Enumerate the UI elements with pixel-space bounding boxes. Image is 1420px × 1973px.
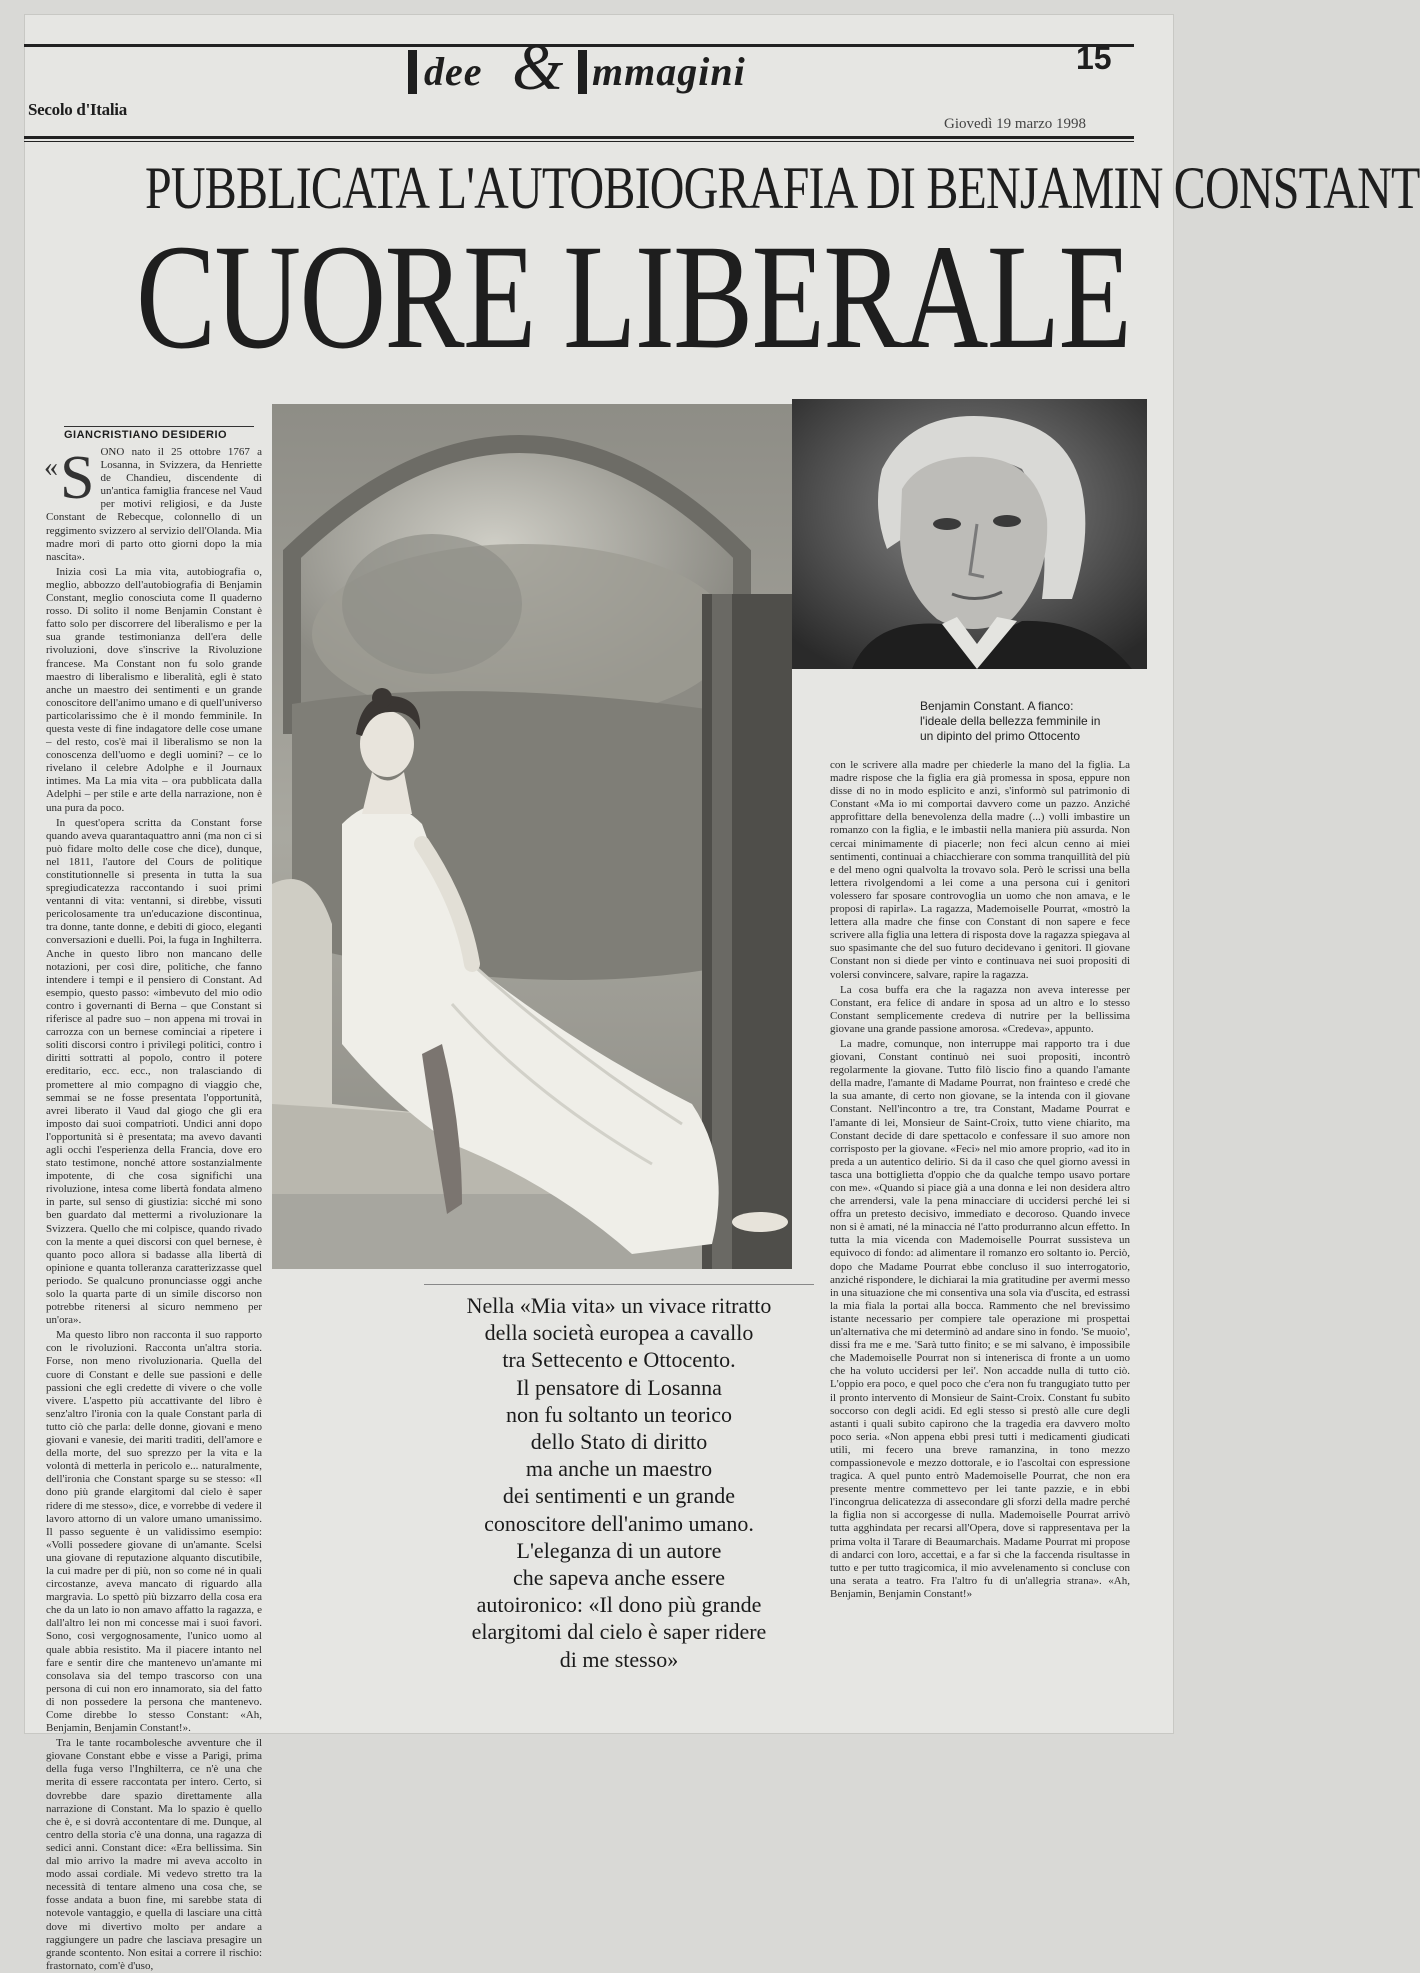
article-column-3 — [830, 759, 1130, 1600]
pullquote-line: della società europea a cavallo — [484, 1320, 754, 1346]
painting-image — [272, 404, 792, 1269]
pullquote-line: elargitomi dal cielo è saper ridere — [471, 1619, 767, 1645]
article-column-1 — [46, 444, 262, 1972]
section-bar-left — [408, 50, 417, 94]
pullquote-line: L'eleganza di un autore — [516, 1537, 722, 1563]
section-word-2: mmagini — [592, 49, 746, 94]
pullquote-line: ma anche un maestro — [525, 1456, 713, 1482]
paragraph: ONO nato il 25 ottobre 1767 a Losanna, in Svizzera, da Henriette de Chandieu, discendente di un'antica famiglia francese nel Vaud per motivi religiosi, e da Juste Constant de Rebecque, colonnello di un reggimento svizzero al servizio dell'Olanda. Mia madre morì di parto otto giorni dopo la mia nascita». — [46, 446, 262, 563]
paragraph: In quest'opera scritta da Constant forse quando aveva quarantaquattro anni (ma non ci si può fidare molto delle cose che dice), dunque, nel 1811, l'autore del Cours de politique constitutionnelle si presenta in tutta la sua spregiudicatezza raccontando i suoi primi ventanni di vita: ventanni, si direbbe, vissuti pericolosamente tra un'educazione discontinua, tra donne, tante donne, e debiti di gioco, eleganti conversazioni e duelli. Poi, la fuga in Inghilterra. Anche in questo libro non mancano delle notazioni, per così dire, politiche, che fanno intendere i tempi e il pensiero di Constant. Ad esempio, questo passo: «imbevuto del mio odio contro i governanti di Berna – que Constant si riferisce al padre suo – non appena mi trovai in carrozza con un bernese cominciai a ripetere i soliti discorsi contro i privilegi politici, contro i diritti sottratti al popolo, contro il potere ereditario, ecc. ecc., non tralasciando di promettere al mio compagno di viaggio che, semmai se ne fosse presentata l'opportunità, avrei liberato il Vaud dal giogo che gli era imposto dai suoi compatrioti. Undici anni dopo l'opportunità si è presentata; ma avevo davanti agli occhi l'esperienza della Francia, dove ero stato testimone, nonché attore sostanzialmente impotente, di che cosa significhi una rivoluzione, intesa come libertà fondata almeno in parte, sul senso di giustizia: sicché mi sono ben guardato dal mettermi a rivoluzionare la Svizzera. Quello che mi colpisce, quando rivado con la mente a quei discorsi con quel bernese, è quanto poco allora si badasse alla libertà di opinione e quanta tolleranza caratterizzasse quel periodo. Se qualcuno pronunciasse oggi anche solo la quarta parte di un simile discorso non potrebbe ritenersi al sicuro nemmeno per un'ora». — [46, 816, 262, 1327]
section-word-1: dee — [424, 49, 483, 94]
section-title — [394, 31, 764, 104]
paragraph: Tra le tante rocambolesche avventure che il giovane Constant ebbe e visse a Parigi, prima della fuga verso l'Inghilterra, ce n'è una che merita di essere raccontata per intero. Certo, si dovrebbe dare spazio direttamente alla narrazione di Constant. Ma lo spazio è quello che è, e si dovrà accontentare di me. Dunque, al centro della storia c'è una donna, una ragazza di sedici anni. Constant dice: «Era bellissima. Sin dal mio arrivo la madre mi aveva accolto in modo assai cordiale. Mi vedevo stretto tra la necessità di tentare almeno una cosa che, se fosse andata a buon fine, mi sarebbe stata di notevole vantaggio, e quella di lasciare una città dove mi divertivo molto per andare a raggiungere un padre che lasciava presagire un grande scontento. Non esitai a correre il rischio: frastornato, com'è d'uso, — [46, 1737, 262, 1972]
page-number: 15 — [1076, 40, 1112, 76]
pullquote-line: autoironico: «Il dono più grande — [476, 1592, 762, 1618]
newspaper-logo: Secolo d'Italia — [28, 100, 127, 119]
opening-quote-mark: « — [44, 452, 58, 483]
pullquote-line: Il pensatore di Losanna — [516, 1374, 722, 1400]
paragraph: La madre, comunque, non interruppe mai rapporto tra i due giovani, Constant continuò nei suoi propositi, incontrò regolarmente la giovane. Tutto filò liscio fino a quando l'amante della madre, l'amante di Madame Pourrat, non frainteso e credé che la sua amante, di certo non giovane, se la intenda con il giovane Constant. Nell'incontro a tre, tra Constant, Madame Pourrat e l'amante di lei, Monsieur de Saint-Croix, tutto viene chiarito, ma Constant decide di dare spettacolo e confessare il suo amore non corrisposto per la giovane. «Feci» nel mio amore proprio, «ad ito in preda a un autentico delirio. Si da il caso che quel giorno avessi in tasca una bottiglietta d'oppio che da qualche tempo usavo portare con me». «Quando si piace già a una donna e lei non desidera altro che arrendersi, vale la pena minacciare di uccidersi perché lei si offra un pretesto decisivo, immediato e decoroso. Quando invece non si è amati, né la minaccia né l'atto produrranno alcun effetto. In tutta la mia vicenda con Mademoiselle Pourrat sussisteva un equivoco di fondo: ad alimentare il romanzo ero soltanto io. Perciò, dopo che Madame Pourrat ebbe concluso il suo interrogatorio, anziché rispondere, le dichiarai la mia gratitudine per avermi messo in una situazione che mi consentiva una sola via d'uscita, ed estrassi la mia fiala la portai alla bocca. Rammento che nel brevissimo istante necessario per compiere tale operazione mi prospettai un'alternativa che mi determinò ad andare sino in fondo. 'Se muoio', dissi fra me e me. 'Sarà tutto finito; e se mi salvano, è impossibile che Mademoiselle Pourrat non si intenerisca di fronte a un uomo che ha voluto uccidersi per lei'. Non accadde nulla di tutto ciò. L'oppio era poco, e quel poco che c'era non fu trangugiato tutto per il pronto intervento di Monsieur de Saint-Croix. Constant fu subito soccorso con degli acidi. Ed egli stesso si prestò alle cure degli astanti i quali subito capirono che la tragedia era davvero molto poco seria. «Non appena ebbi presi tutti i medicamenti giudicati utili, mi fecero una breve ramanzina, in tono mezzo compassionevole e mezzo dottorale, e io l'ascoltai con espressione tragica. A quel punto entrò Mademoiselle Pourrat, che non era presente mentre commettevo per lei tante pazzie, e in ebbi l'incongrua delicatezza di assecondare gli sforzi della madre perché la figlia non si accorgesse di nulla. Mademoiselle Pourrat arrivò tutta agghindata per recarsi all'Opera, dove si rappresentava per la prima volta il Tarare di Beaumarchais. Madame Pourrat mi propose di andarci con loro, accettai, e a far sì che la faccenda risultasse in tutto e per tutto tragicomica, il mio avvelenamento si concluse con una serata a teatro. Fra l'altro fu di un'allegria strana». «Ah, Benjamin, Benjamin Constant!» — [830, 1037, 1130, 1600]
paragraph: Inizia così La mia vita, autobiografia o, meglio, abbozzo dell'autobiografia di Benjamin Constant, meglio conosciuta come Il quaderno rosso. Di solito il nome Benjamin Constant è fatto solo per discorrere del liberalismo e per la sua grande testimonianza dell'era delle rivoluzioni, dove s'inscrive la Rivoluzione francese. Ma Constant non fu solo grande maestro di liberalismo e liberalità, egli è stato anche un maestro dei sentimenti e un grande conoscitore dell'animo umano e di quell'universo particolarissimo che è il mondo femminile. In questa veste di fine indagatore delle cose umane – del resto, cos'è mai il liberalismo se non la conoscenza dell'uomo e degli uomini? – ce lo rivelano il celebre Adolphe e il Journaux intimes. Ma La mia vita – ora pubblicata dalla Adelphi – per stile e arte della narrazione, non è una pura da poco. — [46, 565, 262, 814]
paragraph: Ma questo libro non racconta il suo rapporto con le rivoluzioni. Racconta un'altra storia. Forse, non meno rivoluzionaria. Quella del cuore di Constant e delle sue passioni e delle passioni che egli credette di vivere o che volle vivere. L'aspetto più accattivante del libro è senz'altro l'ironia con la quale Constant parla di tutto ciò che parla: delle donne, giovani e meno giovani e vanesie, dei mariti traditi, dell'amore e della morte, del suo sprezzo per la vita e la volontà di metterla in pericolo e... naturalmente, dell'ironia che Constant sparge su se stesso: «Il dono più grande elargitomi dal cielo è saper ridere di me stesso», dice, e vorrebbe di vedere il lavoro attorno di un valore umano umanissimo. Il passo seguente è un validissimo esempio: «Volli possedere giovane di un'amante. Scelsi una giovane di reputazione alquanto discutibile, la cui madre per di più, non so come né in quali circostanze, aveva mancato di riguardo alla margravia. Lo spettò più bizzarro della cosa era che da un lato io non amavo affatto la ragazza, e dall'altro lei non mi concesse mai i suoi favori. Sono, così vergognosamente, l'unico uomo al quale abbia resistito. Ma il piacere intanto nel fare e sentir dire che mantenevo un'amante mi consolava sia del tempo trascorso con una persona di cui non ero innamorato, sia del fatto di non possedere la persona che mantenevo. Come direbbe lo stesso Constant: «Ah, Benjamin, Benjamin Constant!». — [46, 1329, 262, 1735]
pullquote-line: che sapeva anche essere — [513, 1565, 725, 1591]
section-bar-right — [578, 50, 587, 94]
portrait-image — [792, 399, 1147, 669]
dropcap: S — [60, 444, 95, 512]
pullquote-line: dei sentimenti e un grande — [502, 1483, 736, 1509]
paragraph: La cosa buffa era che la ragazza non aveva interesse per Constant, era felice di andare in sposa ad un altro e lo stesso Constant semplicemente credeva di nutrire per la bellissima giovane una grande passione amorosa. «Credeva», appunto. — [830, 983, 1130, 1035]
pullquote-line: Nella «Mia vita» un vivace ritratto — [466, 1293, 772, 1318]
pullquote-line: non fu soltanto un teorico — [505, 1401, 733, 1427]
pullquote — [424, 1292, 814, 1673]
byline: GIANCRISTIANO DESIDERIO — [64, 426, 254, 441]
painting-illustration — [272, 404, 792, 1269]
portrait-illustration — [792, 399, 1147, 669]
newspaper-page — [24, 14, 1420, 1972]
pullquote-line: dello Stato di diritto — [530, 1429, 708, 1455]
pullquote-line: tra Settecento e Ottocento. — [502, 1347, 736, 1373]
main-headline: CUORE LIBERALE — [136, 214, 1131, 380]
masthead-rule-thin — [24, 141, 1134, 142]
article-column-3-continued — [830, 1289, 1130, 1709]
pullquote-rule — [424, 1284, 814, 1285]
section-ampersand: & — [512, 31, 565, 104]
portrait-caption: Benjamin Constant. A fianco: l'ideale della bellezza femminile in un dipinto del primo Ottocento — [920, 699, 1101, 743]
pullquote-line: conoscitore dell'animo umano. — [484, 1510, 754, 1536]
paragraph: con le scrivere alla madre per chiederle la mano del la figlia. La madre rispose che la figlia era già promessa in sposa, eppure non disse di no in modo esplicito e anzi, s'informò sul patrimonio di Constant «Ma io mi comportai davvero come un pazzo. Anziché approfittare della benevolenza della madre (...) volli imbastire un romanzo con la figlia, e le imbastii nella maniera più assurda. Non cercai minimamente di piacerle; non feci alcun cenno ai miei sentimenti, continuai a chiacchierare con somma tranquillità del più e del meno ogni qualvolta la trovavo sola. Però le scrissi una bella lettera rivolgendomi a lei come a una persona cui i genitori volessero far sposare controvoglia un uomo che non amava, e le proposi di rapirla». La ragazza, Mademoiselle Pourrat, «mostrò la lettera alla madre che finse con Constant di non sapere e fece scrivere alla figlia una lettera di risposta dove la ragazza spiegava al suo spasimante che del suo futuro decidevano i genitori. Il giovane Constant non si diede per vinto e continuava nei suoi propositi di volersi convincere, salvare, rapire la ragazza. — [830, 759, 1130, 981]
kicker-headline: PUBBLICATA L'AUTOBIOGRAFIA DI BENJAMIN CONSTANT — [145, 155, 1420, 221]
issue-date: Giovedì 19 marzo 1998 — [944, 116, 1087, 132]
masthead-rule — [24, 136, 1134, 139]
pullquote-line: di me stesso» — [559, 1646, 679, 1672]
